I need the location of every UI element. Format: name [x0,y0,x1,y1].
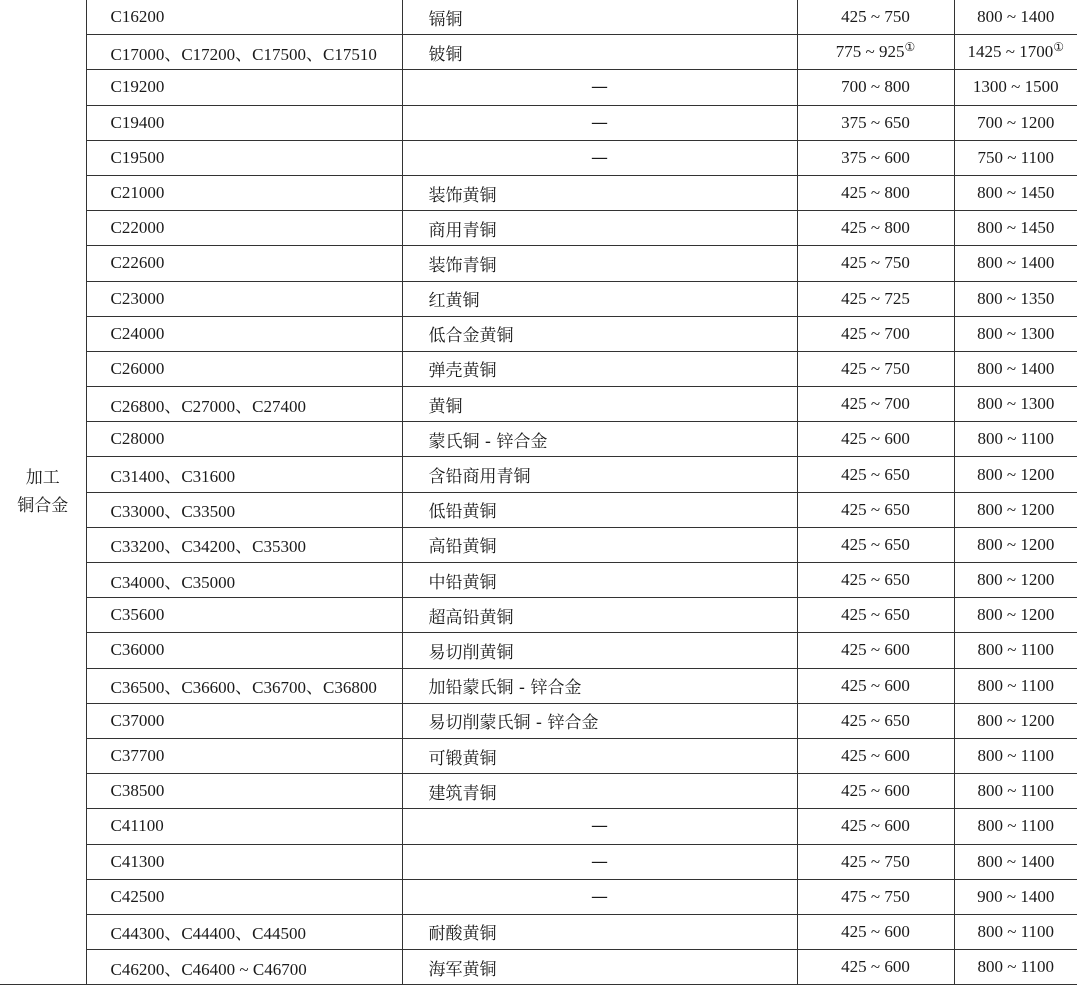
alloy-name-cell: 低铅黄铜 [402,492,797,527]
temperature-value: 425 ~ 750 [841,253,910,273]
temperature-value: 800 ~ 1350 [977,288,1055,308]
alloy-code-cell: C22600 [86,246,402,281]
temperature-value: 425 ~ 600 [841,429,910,449]
alloy-name-cell: 含铅商用青铜 [402,457,797,492]
alloy-code-cell: C36500、C36600、C36700、C36800 [86,668,402,703]
temperature-value: 425 ~ 600 [841,746,910,766]
temperature-range-1-cell [797,492,954,527]
alloy-code-cell: C19400 [86,105,402,140]
temperature-range-2-cell [954,281,1077,316]
temperature-value: 425 ~ 800 [841,183,910,203]
table-row [0,175,1077,210]
table-row [0,70,1077,105]
alloy-code-cell: C21000 [86,175,402,210]
temperature-value: 900 ~ 1400 [977,886,1055,906]
alloy-name-cell: — [402,70,797,105]
temperature-value: 800 ~ 1200 [977,499,1055,519]
table-row [0,950,1077,985]
temperature-value: 425 ~ 600 [841,957,910,977]
alloy-name-cell: — [402,105,797,140]
table-row [0,774,1077,809]
temperature-range-1-cell [797,351,954,386]
temperature-value: 800 ~ 1100 [977,781,1055,801]
alloy-name-cell: 耐酸黄铜 [402,914,797,949]
alloy-code-cell: C19200 [86,70,402,105]
temperature-range-2-cell [954,703,1077,738]
temperature-value: 800 ~ 1450 [977,183,1055,203]
alloy-code-cell: C28000 [86,422,402,457]
table-row [0,422,1077,457]
temperature-value: 425 ~ 650 [841,499,910,519]
temperature-range-2-cell [954,140,1077,175]
table-row [0,703,1077,738]
temperature-range-2-cell [954,387,1077,422]
alloy-name-cell: 可锻黄铜 [402,738,797,773]
temperature-value: 425 ~ 600 [841,921,910,941]
table-row [0,563,1077,598]
temperature-value: 700 ~ 1200 [977,112,1055,132]
temperature-value: 425 ~ 600 [841,675,910,695]
alloy-code-cell: C37700 [86,738,402,773]
alloy-code-cell: C33200、C34200、C35300 [86,527,402,562]
table-row [0,527,1077,562]
alloy-name-cell: 加铅蒙氏铜 - 锌合金 [402,668,797,703]
temperature-range-2-cell [954,70,1077,105]
temperature-range-1-cell [797,316,954,351]
alloy-code-cell: C24000 [86,316,402,351]
alloy-name-cell: 超高铅黄铜 [402,598,797,633]
temperature-value: 425 ~ 650 [841,605,910,625]
temperature-range-2-cell [954,527,1077,562]
temperature-value: 700 ~ 800 [841,77,910,97]
alloy-name-cell: 商用青铜 [402,211,797,246]
alloy-name-cell: 高铅黄铜 [402,527,797,562]
temperature-range-2-cell [954,809,1077,844]
temperature-range-1-cell [797,281,954,316]
alloy-code-cell: C42500 [86,879,402,914]
temperature-value: 800 ~ 1100 [977,640,1055,660]
alloy-name-cell: — [402,879,797,914]
temperature-range-2-cell [954,492,1077,527]
table-row [0,387,1077,422]
temperature-value: 800 ~ 1400 [977,253,1055,273]
temperature-value: 425 ~ 600 [841,781,910,801]
temperature-value: 425 ~ 700 [841,394,910,414]
temperature-range-1-cell [797,950,954,985]
temperature-range-1-cell [797,387,954,422]
temperature-value: 425 ~ 650 [841,710,910,730]
temperature-range-2-cell [954,211,1077,246]
temperature-value: 425 ~ 750 [841,358,910,378]
temperature-range-1-cell [797,703,954,738]
temperature-value: 425 ~ 650 [841,570,910,590]
temperature-range-1-cell [797,0,954,35]
alloy-code-cell: C37000 [86,703,402,738]
table-row [0,844,1077,879]
temperature-value: 800 ~ 1400 [977,358,1055,378]
temperature-range-1-cell [797,914,954,949]
temperature-range-1-cell [797,774,954,809]
alloy-name-cell: — [402,809,797,844]
table-row [0,316,1077,351]
temperature-value: 425 ~ 700 [841,323,910,343]
temperature-value: 425 ~ 750 [841,851,910,871]
alloy-code-cell: C33000、C33500 [86,492,402,527]
temperature-range-1-cell [797,633,954,668]
table-row [0,140,1077,175]
alloy-code-cell: C26000 [86,351,402,386]
temperature-value: 375 ~ 600 [841,147,910,167]
temperature-range-1-cell [797,175,954,210]
alloy-code-cell: C31400、C31600 [86,457,402,492]
temperature-value: 800 ~ 1200 [977,710,1055,730]
temperature-value: 800 ~ 1400 [977,7,1055,27]
alloy-code-cell: C23000 [86,281,402,316]
alloy-code-cell: C17000、C17200、C17500、C17510 [86,35,402,70]
temperature-range-1-cell [797,844,954,879]
temperature-range-2-cell [954,316,1077,351]
alloy-name-cell: 蒙氏铜 - 锌合金 [402,422,797,457]
temperature-range-1-cell [797,668,954,703]
temperature-range-1-cell [797,809,954,844]
table-row [0,211,1077,246]
temperature-range-2-cell [954,844,1077,879]
temperature-range-1-cell [797,422,954,457]
alloy-name-cell: 中铅黄铜 [402,563,797,598]
temperature-range-2-cell [954,457,1077,492]
temperature-range-1-cell [797,457,954,492]
alloy-code-cell: C38500 [86,774,402,809]
alloy-name-cell: 建筑青铜 [402,774,797,809]
alloy-name-cell: — [402,844,797,879]
temperature-range-2-cell [954,914,1077,949]
alloy-name-cell: — [402,140,797,175]
temperature-range-2-cell [954,633,1077,668]
temperature-range-1-cell [797,246,954,281]
temperature-value: 425 ~ 750 [841,7,910,27]
temperature-value: 425 ~ 600 [841,816,910,836]
temperature-value: 800 ~ 1200 [977,570,1055,590]
table-row [0,914,1077,949]
temperature-value: 475 ~ 750 [841,886,910,906]
alloy-code-cell: C41100 [86,809,402,844]
temperature-range-2-cell [954,950,1077,985]
temperature-value: 750 ~ 1100 [977,147,1055,167]
temperature-range-2-cell [954,351,1077,386]
temperature-value: 800 ~ 1200 [977,464,1055,484]
table-row [0,809,1077,844]
alloy-name-cell: 装饰黄铜 [402,175,797,210]
table-row [0,35,1077,70]
table-row [0,738,1077,773]
temperature-range-2-cell [954,422,1077,457]
alloy-code-cell: C36000 [86,633,402,668]
temperature-value: 775 ~ 925 [835,42,905,62]
alloy-code-cell: C34000、C35000 [86,563,402,598]
temperature-value: 1300 ~ 1500 [972,77,1059,97]
temperature-range-2-cell [954,105,1077,140]
table-row [0,598,1077,633]
temperature-value: 800 ~ 1100 [977,921,1055,941]
temperature-value: 800 ~ 1300 [977,323,1055,343]
alloy-name-cell: 装饰青铜 [402,246,797,281]
temperature-value: 425 ~ 650 [841,464,910,484]
footnote-marker: ① [904,40,916,55]
temperature-range-1-cell [797,563,954,598]
temperature-value: 800 ~ 1100 [977,746,1055,766]
alloy-name-cell: 铍铜 [402,35,797,70]
table-row [0,0,1077,35]
temperature-value: 800 ~ 1100 [977,957,1055,977]
temperature-value: 1425 ~ 1700 [967,42,1054,62]
temperature-value: 800 ~ 1200 [977,534,1055,554]
table-row [0,457,1077,492]
alloy-name-cell: 红黄铜 [402,281,797,316]
temperature-range-1-cell [797,140,954,175]
temperature-value: 425 ~ 600 [841,640,910,660]
temperature-range-2-cell [954,774,1077,809]
temperature-range-2-cell [954,0,1077,35]
temperature-range-1-cell [797,105,954,140]
table-row [0,246,1077,281]
temperature-range-1-cell [797,527,954,562]
temperature-value: 800 ~ 1400 [977,851,1055,871]
footnote-marker: ① [1053,40,1064,55]
alloy-code-cell: C22000 [86,211,402,246]
alloy-name-cell: 黄铜 [402,387,797,422]
alloy-name-cell: 易切削蒙氏铜 - 锌合金 [402,703,797,738]
temperature-value: 800 ~ 1200 [977,605,1055,625]
temperature-range-2-cell [954,738,1077,773]
table-row [0,281,1077,316]
temperature-value: 375 ~ 650 [841,112,910,132]
temperature-value: 425 ~ 800 [841,218,910,238]
category-cell [0,0,86,985]
temperature-value: 800 ~ 1450 [977,218,1055,238]
temperature-range-1-cell [797,211,954,246]
temperature-range-2-cell [954,563,1077,598]
temperature-value: 425 ~ 650 [841,534,910,554]
alloy-code-cell: C35600 [86,598,402,633]
temperature-range-1-cell [797,35,954,70]
alloy-code-cell: C41300 [86,844,402,879]
table-row [0,633,1077,668]
alloy-name-cell: 镉铜 [402,0,797,35]
temperature-range-1-cell [797,598,954,633]
temperature-value: 800 ~ 1100 [977,816,1055,836]
temperature-value: 800 ~ 1100 [977,429,1055,449]
alloy-name-cell: 低合金黄铜 [402,316,797,351]
temperature-range-2-cell [954,175,1077,210]
temperature-value: 425 ~ 725 [841,288,910,308]
alloy-code-cell: C44300、C44400、C44500 [86,914,402,949]
alloy-code-cell: C19500 [86,140,402,175]
temperature-range-2-cell [954,35,1077,70]
temperature-range-1-cell [797,738,954,773]
table-row [0,492,1077,527]
alloy-code-cell: C16200 [86,0,402,35]
table-row [0,668,1077,703]
table-row [0,351,1077,386]
temperature-range-1-cell [797,879,954,914]
alloy-name-cell: 海军黄铜 [402,950,797,985]
temperature-range-1-cell [797,70,954,105]
table-row [0,105,1077,140]
alloy-code-cell: C26800、C27000、C27400 [86,387,402,422]
temperature-range-2-cell [954,246,1077,281]
alloy-code-cell: C46200、C46400 ~ C46700 [86,950,402,985]
temperature-value: 800 ~ 1300 [977,394,1055,414]
alloy-name-cell: 易切削黄铜 [402,633,797,668]
alloy-name-cell: 弹壳黄铜 [402,351,797,386]
temperature-range-2-cell [954,668,1077,703]
category-label: 加工 铜合金 [17,468,69,517]
temperature-value: 800 ~ 1100 [977,675,1055,695]
temperature-range-2-cell [954,598,1077,633]
table-row [0,879,1077,914]
temperature-range-2-cell [954,879,1077,914]
